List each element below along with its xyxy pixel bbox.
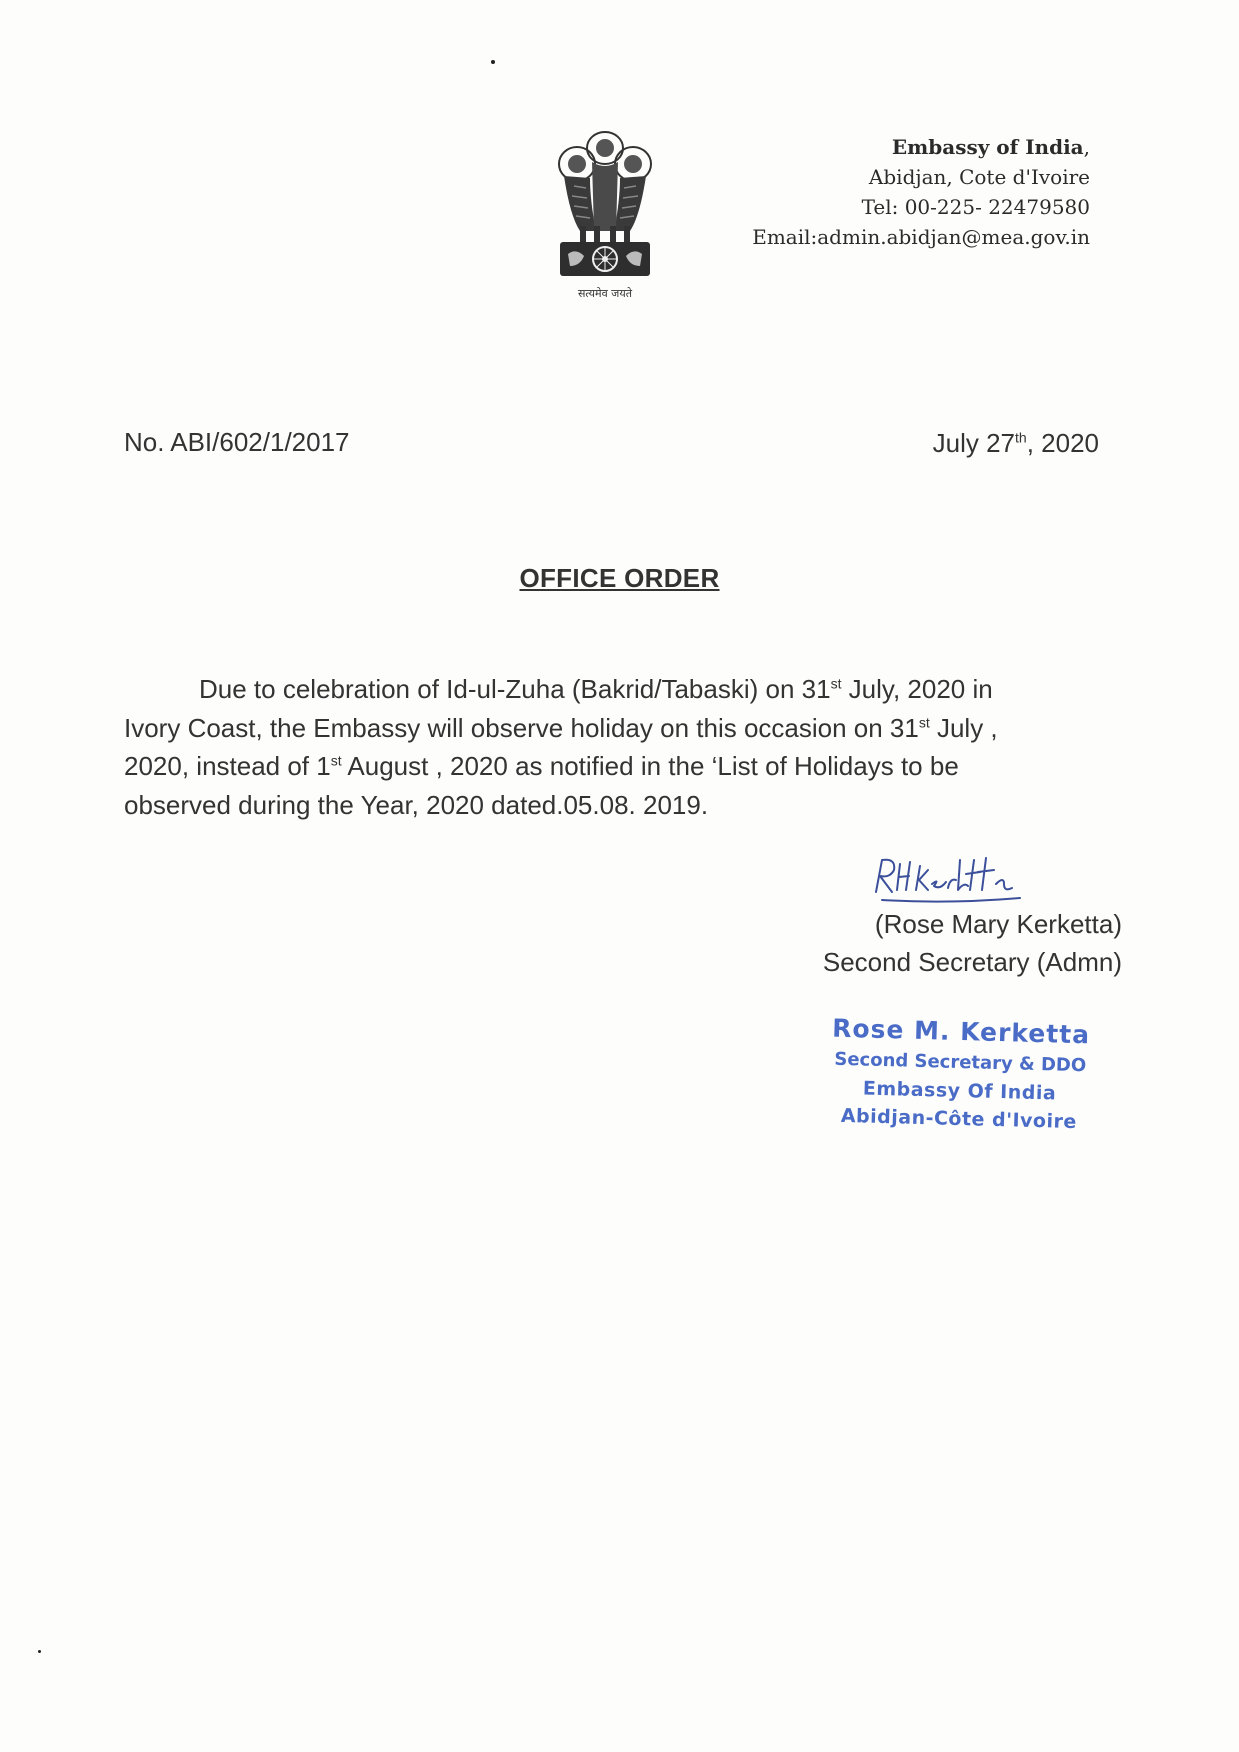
handwritten-signature (870, 852, 1040, 908)
embassy-name: Embassy of India (891, 135, 1084, 159)
order-body (124, 670, 1124, 824)
document-title: OFFICE ORDER (519, 563, 720, 593)
embassy-city: Abidjan, Cote d'Ivoire (868, 165, 1090, 189)
document-title-wrap (0, 563, 1239, 594)
embassy-name-comma: , (1083, 135, 1090, 159)
body-text-segment: July , (929, 712, 998, 743)
signatory-designation: Second Secretary (Admn) (822, 947, 1122, 977)
body-line-4: observed during the Year, 2020 dated.05.08. 2019. (124, 789, 709, 820)
embassy-name-line (700, 132, 1090, 162)
body-text-segment: Due to celebration of Id-ul-Zuha (Bakrid/Tabaski) on 31 (199, 674, 831, 704)
body-text-segment: August , 2020 as notified in the ‘List of Holidays to be (341, 751, 959, 781)
reference-number: No. ABI/602/1/2017 (124, 427, 350, 457)
ordinal-suffix: st (330, 752, 342, 769)
signatory-name: (Rose Mary Kerketta) (874, 909, 1122, 939)
scan-speck (38, 1650, 41, 1653)
embassy-tel: Tel: 00-225- 22479580 (861, 195, 1090, 219)
body-line-2 (124, 709, 1124, 748)
body-text-segment: July, 2020 in (841, 674, 993, 704)
ordinal-suffix: st (918, 713, 930, 730)
signature-icon (870, 852, 1040, 908)
date-prefix: July 27 (932, 428, 1016, 458)
embassy-email: Email:admin.abidjan@mea.gov.in (752, 225, 1090, 249)
emblem-motto: सत्यमेव जयते (577, 287, 632, 300)
official-stamp (809, 1011, 1112, 1137)
stamp-designation: Second Secretary & DDO (834, 1048, 1087, 1077)
letterhead-address (700, 132, 1090, 252)
stamp-location: Abidjan-Côte d'Ivoire (840, 1104, 1078, 1134)
signatory-block (823, 905, 1122, 981)
body-text-segment: Ivory Coast, the Embassy will observe holiday on this occasion on 31 (124, 712, 919, 743)
body-line-3 (124, 747, 1124, 786)
date-suffix: th (1015, 429, 1027, 446)
body-line-1 (124, 670, 1124, 709)
lion-capital-icon (550, 126, 660, 286)
date-rest: , 2020 (1026, 428, 1099, 458)
scan-speck (491, 60, 495, 64)
stamp-name: Rose M. Kerketta (831, 1013, 1091, 1050)
body-text-segment: 2020, instead of 1 (124, 751, 331, 781)
letter-date (933, 428, 1099, 459)
ordinal-suffix: st (830, 675, 842, 692)
national-emblem (550, 126, 660, 306)
stamp-office: Embassy Of India (862, 1077, 1057, 1105)
